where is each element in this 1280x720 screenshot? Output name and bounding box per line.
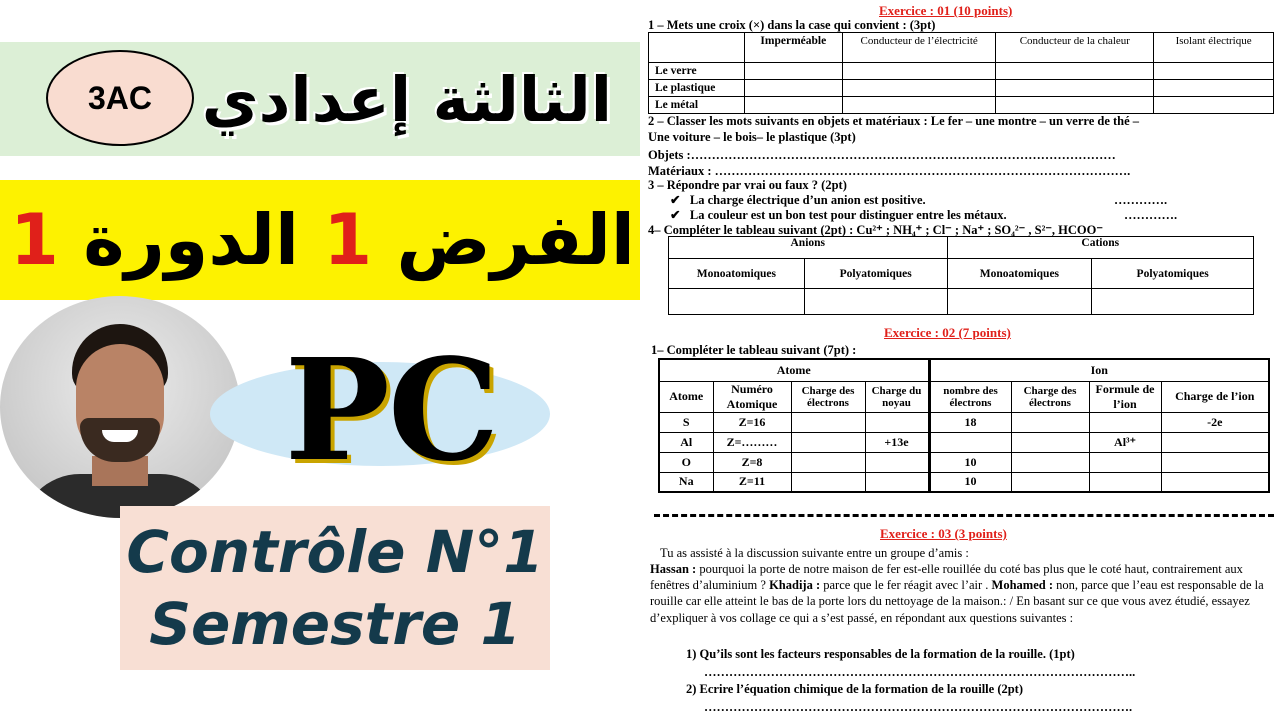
answer-cell[interactable]	[744, 80, 842, 97]
control-line-2: Semestre 1	[149, 590, 521, 658]
statement: La couleur est un bon test pour distinguer entre les métaux.	[689, 208, 1007, 222]
ions-table	[668, 236, 1254, 315]
answer-cell[interactable]	[996, 80, 1154, 97]
cell[interactable]	[865, 472, 929, 492]
cell: Z=16	[713, 412, 791, 432]
atom-ion-table	[658, 358, 1270, 493]
material-label: Le métal	[649, 97, 745, 114]
cell: Z=8	[713, 452, 791, 472]
control-line-1: Contrôle N°1	[126, 518, 544, 586]
material-label: Le plastique	[649, 80, 745, 97]
atom-header: Charge du noyau	[865, 381, 929, 412]
materials-header: Conducteur de l’électricité	[842, 33, 996, 63]
level-badge: 3AC	[46, 50, 194, 146]
exercise-3-title: Exercice : 03 (3 points)	[880, 526, 1007, 541]
exam-title-arabic	[10, 180, 635, 300]
cell[interactable]	[791, 472, 865, 492]
answer-cell[interactable]	[804, 289, 947, 315]
statement: La charge électrique d’un anion est positive.	[689, 193, 926, 207]
answer-cell[interactable]	[1154, 63, 1274, 80]
answer-cell[interactable]	[669, 289, 805, 315]
table-row	[649, 80, 1274, 97]
anions-header: Anions	[669, 237, 948, 259]
table-row	[659, 452, 1269, 472]
materials-header-empty	[649, 33, 745, 63]
ion-header: nombre des électrons	[929, 381, 1011, 412]
section-divider	[654, 514, 1274, 517]
cell[interactable]	[1089, 452, 1161, 472]
cell[interactable]	[1161, 432, 1269, 452]
cell: +13e	[865, 432, 929, 452]
subject-title: PC	[284, 329, 498, 493]
ion-header: Charge des électrons	[1011, 381, 1089, 412]
atom-header: Charge des électrons	[791, 381, 865, 412]
speaker-mohamed: Mohamed :	[991, 578, 1053, 593]
cell: 10	[929, 472, 1011, 492]
cell: 10	[929, 452, 1011, 472]
answer-cell[interactable]	[947, 289, 1092, 315]
materials-header: Imperméable	[744, 33, 842, 63]
table-row	[669, 289, 1254, 315]
cell: S	[659, 412, 713, 432]
cell: Al³⁺	[1089, 432, 1161, 452]
cations-header: Cations	[947, 237, 1253, 259]
ex1-question-2-line1: 2 – Classer les mots suivants en objets et matériaux : Le fer – une montre – un verre de thé –	[648, 114, 1140, 128]
ex2-question-1: 1– Compléter le tableau suivant (7pt) :	[651, 343, 857, 357]
table-row	[649, 97, 1274, 114]
cell[interactable]	[1089, 412, 1161, 432]
answer-dots[interactable]: ………….	[1124, 208, 1178, 222]
material-label: Le verre	[649, 63, 745, 80]
ions-subheader: Polyatomiques	[804, 259, 947, 289]
control-title	[120, 516, 550, 666]
answer-cell[interactable]	[1154, 97, 1274, 114]
cell: O	[659, 452, 713, 472]
answer-cell[interactable]	[1154, 80, 1274, 97]
cell[interactable]	[1089, 472, 1161, 492]
cell[interactable]	[1011, 472, 1089, 492]
check-icon: ✔	[670, 208, 681, 222]
answer-cell[interactable]	[842, 97, 996, 114]
answer-cell[interactable]	[744, 63, 842, 80]
atome-group-header: Atome	[659, 359, 929, 381]
ex1-question-3: 3 – Répondre par vrai ou faux ? (2pt)	[648, 178, 847, 192]
cell[interactable]: Z=………	[713, 432, 791, 452]
answer-cell[interactable]	[996, 97, 1154, 114]
cell: Na	[659, 472, 713, 492]
materiaux-line[interactable]: Matériaux : ……………………………………………………………………………………….	[648, 164, 1131, 178]
answer-cell[interactable]	[744, 97, 842, 114]
objets-line[interactable]: Objets :…………………………………………………………………………………………	[648, 148, 1116, 162]
cell[interactable]	[791, 412, 865, 432]
table-row	[649, 63, 1274, 80]
exam-document	[646, 0, 1280, 720]
answer-cell[interactable]	[1092, 289, 1254, 315]
teacher-photo	[0, 296, 240, 518]
exam-word-1: الفرض	[396, 199, 635, 281]
ion-header: Formule de l’ion	[1089, 381, 1161, 412]
cell[interactable]	[929, 432, 1011, 452]
cell[interactable]	[791, 432, 865, 452]
ex3-intro: Tu as assisté à la discussion suivante entre un groupe d’amis :	[660, 546, 969, 560]
ion-header: Charge de l’ion	[1161, 381, 1269, 412]
exercise-1-title: Exercice : 01 (10 points)	[879, 3, 1013, 18]
answer-line[interactable]: ………………………………………………………………………………………….	[704, 700, 1133, 714]
exam-number-2: 1	[10, 199, 59, 281]
cell: -2e	[1161, 412, 1269, 432]
materials-header: Isolant électrique	[1154, 33, 1274, 63]
cell[interactable]	[865, 412, 929, 432]
cell: Al	[659, 432, 713, 452]
answer-cell[interactable]	[996, 63, 1154, 80]
cell[interactable]	[1161, 472, 1269, 492]
grade-title-arabic: الثالثة إعدادي	[201, 63, 612, 136]
true-false-item	[670, 207, 1007, 223]
atom-header: Atome	[659, 381, 713, 412]
cell[interactable]	[1011, 452, 1089, 472]
cell[interactable]	[865, 452, 929, 472]
table-row	[659, 412, 1269, 432]
atom-header: Numéro Atomique	[713, 381, 791, 412]
answer-cell[interactable]	[842, 80, 996, 97]
ion-group-header: Ion	[929, 359, 1269, 381]
table-row	[659, 472, 1269, 492]
cell: Z=11	[713, 472, 791, 492]
khadija-text: parce que le fer réagit avec l’air .	[820, 578, 992, 593]
exam-word-2: الدورة	[83, 199, 300, 281]
cell[interactable]	[1011, 432, 1089, 452]
ex3-discussion	[650, 561, 1278, 626]
hassan-text: pourquoi la porte de notre maison de fer est-elle rouillée du coté bas plus que le coté haut, contrairement aux fenêtres d’aluminium ?	[650, 562, 1243, 593]
cell[interactable]	[1161, 452, 1269, 472]
cell[interactable]	[791, 452, 865, 472]
ions-subheader: Polyatomiques	[1092, 259, 1254, 289]
check-icon: ✔	[670, 193, 681, 207]
answer-dots[interactable]: ………….	[1114, 193, 1168, 207]
materials-header: Conducteur de la chaleur	[996, 33, 1154, 63]
ex1-question-2-line2: Une voiture – le bois– le plastique (3pt)	[648, 130, 856, 144]
answer-cell[interactable]	[842, 63, 996, 80]
ions-subheader: Monoatomiques	[947, 259, 1092, 289]
table-row	[659, 432, 1269, 452]
exam-number-1: 1	[323, 199, 373, 281]
ions-subheader: Monoatomiques	[669, 259, 805, 289]
ex3-question-2: 2) Ecrire l’équation chimique de la formation de la rouille (2pt)	[686, 682, 1024, 696]
speaker-khadija: Khadija :	[769, 578, 821, 593]
exercise-2-title: Exercice : 02 (7 points)	[884, 325, 1011, 340]
ex1-question-1: 1 – Mets une croix (×) dans la case qui convient : (3pt)	[648, 18, 936, 32]
answer-line[interactable]: …………………………………………………………………………………………..	[704, 665, 1136, 679]
speaker-hassan: Hassan :	[650, 562, 697, 576]
materials-table	[648, 32, 1274, 114]
ex3-question-1: 1) Qu’ils sont les facteurs responsables de la formation de la rouille. (1pt)	[686, 647, 1075, 661]
cell: 18	[929, 412, 1011, 432]
cell[interactable]	[1011, 412, 1089, 432]
ex1-question-4: 4– Compléter le tableau suivant (2pt) : Cu²⁺ ; NH₄⁺ ; Cl⁻ ; Na⁺ ; SO₄²⁻ , S²⁻, HCOO⁻	[648, 223, 1103, 237]
mohamed-text: non, parce que l’eau est responsable de la rouille car elle atteint le bas de la porte lors du nettoyage de la maison.: / En basant sur ce que vous avez étudié, essayez d’expliquer à vos collage ce qui a s’est passé, en répondant aux questions suivantes :	[650, 578, 1264, 625]
true-false-item	[670, 192, 926, 208]
